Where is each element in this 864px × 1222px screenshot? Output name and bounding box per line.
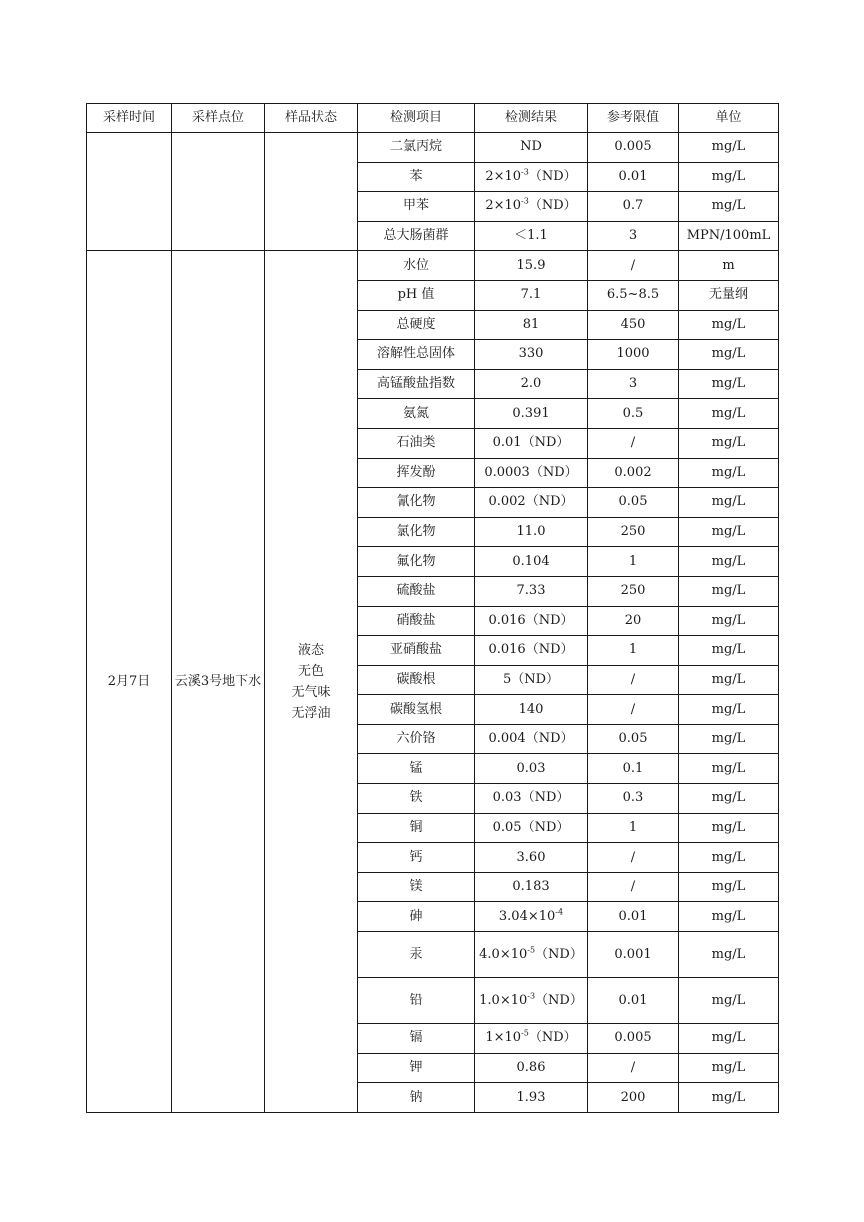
table-row [87,133,779,163]
unit-cell: mg/L [679,695,779,725]
reference-limit-cell: 450 [588,310,679,340]
sampling-point-cell-empty [172,133,265,251]
test-item-cell: 二氯丙烷 [358,133,475,163]
header-test-item: 检测项目 [358,104,475,133]
test-item-cell: 硝酸盐 [358,606,475,636]
test-item-cell: 砷 [358,902,475,932]
test-item-cell: 六价铬 [358,724,475,754]
reference-limit-cell: / [588,251,679,281]
test-item-cell: 挥发酚 [358,458,475,488]
reference-limit-cell: / [588,872,679,902]
unit-cell: mg/L [679,606,779,636]
test-item-cell: 亚硝酸盐 [358,636,475,666]
sampling-time-cell: 2月7日 [87,251,172,1112]
unit-cell: mg/L [679,665,779,695]
test-item-cell: 铅 [358,978,475,1024]
unit-cell: mg/L [679,872,779,902]
result-cell: 3.60 [475,843,588,873]
unit-cell: mg/L [679,932,779,978]
test-item-cell: 总大肠菌群 [358,221,475,251]
result-cell: 0.183 [475,872,588,902]
test-item-cell: 钾 [358,1053,475,1083]
test-item-cell: 甲苯 [358,192,475,222]
test-item-cell: 苯 [358,162,475,192]
result-cell: 0.004（ND） [475,724,588,754]
result-cell: 0.0003（ND） [475,458,588,488]
result-mantissa: 2×10 [485,168,522,184]
result-cell: 2.0 [475,369,588,399]
result-mantissa: 3.04×10 [498,908,556,924]
result-exponent: -4 [555,907,564,917]
reference-limit-cell: 0.7 [588,192,679,222]
result-cell [475,978,588,1024]
result-cell [475,1024,588,1054]
unit-cell: mg/L [679,162,779,192]
result-cell: 7.33 [475,576,588,606]
reference-limit-cell: / [588,843,679,873]
result-cell: 0.03 [475,754,588,784]
header-sampling-time: 采样时间 [87,104,172,133]
header-sampling-point: 采样点位 [172,104,265,133]
result-nd-flag: （ND） [535,946,583,962]
result-cell [475,162,588,192]
test-item-cell: 氟化物 [358,547,475,577]
test-item-cell: 硫酸盐 [358,576,475,606]
sample-state-cell-empty [265,133,358,251]
unit-cell: 无量纲 [679,280,779,310]
test-item-cell: 镉 [358,1024,475,1054]
result-exponent: -5 [521,1029,529,1038]
unit-cell: mg/L [679,369,779,399]
result-exponent: -5 [527,945,536,955]
unit-cell: mg/L [679,547,779,577]
unit-cell: mg/L [679,428,779,458]
test-item-cell: 铜 [358,813,475,843]
result-cell: 0.03（ND） [475,784,588,814]
result-exponent: -3 [521,167,529,177]
result-cell: 11.0 [475,517,588,547]
sampling-time-cell-empty [87,133,172,251]
result-cell: 0.391 [475,399,588,429]
unit-cell: mg/L [679,813,779,843]
result-nd-flag: （ND） [528,198,577,214]
test-item-cell: 碳酸氢根 [358,695,475,725]
result-cell [475,902,588,932]
unit-cell: mg/L [679,133,779,163]
result-cell: 0.86 [475,1053,588,1083]
header-reference-limit: 参考限值 [588,104,679,133]
reference-limit-cell: 1 [588,547,679,577]
test-item-cell: pH 值 [358,280,475,310]
sample-state-line: 液态 [297,642,324,658]
result-exponent: -3 [521,197,529,207]
test-item-cell: 溶解性总固体 [358,340,475,370]
result-nd-flag: （ND） [528,168,577,184]
result-cell: 81 [475,310,588,340]
reference-limit-cell: 250 [588,576,679,606]
unit-cell: mg/L [679,902,779,932]
test-item-cell: 氰化物 [358,488,475,518]
reference-limit-cell: 0.01 [588,162,679,192]
unit-cell: mg/L [679,978,779,1024]
reference-limit-cell: / [588,428,679,458]
unit-cell: mg/L [679,1083,779,1113]
sample-state-line: 无色 [297,663,324,679]
result-cell: 140 [475,695,588,725]
sample-state-line: 无气味 [291,684,331,700]
test-item-cell: 碳酸根 [358,665,475,695]
unit-cell: mg/L [679,192,779,222]
unit-cell: mg/L [679,1053,779,1083]
reference-limit-cell: / [588,1053,679,1083]
reference-limit-cell: 0.005 [588,133,679,163]
result-nd-flag: （ND） [535,992,583,1008]
result-cell: ND [475,133,588,163]
reference-limit-cell: 3 [588,221,679,251]
result-mantissa: 4.0×10 [479,946,528,962]
unit-cell: mg/L [679,458,779,488]
unit-cell: MPN/100mL [679,221,779,251]
result-nd-flag: （ND） [528,1030,577,1046]
reference-limit-cell: 0.05 [588,724,679,754]
result-exponent: -3 [527,991,536,1001]
sample-state-cell [265,251,358,1112]
reference-limit-cell: 0.01 [588,978,679,1024]
reference-limit-cell: 3 [588,369,679,399]
reference-limit-cell: 200 [588,1083,679,1113]
sample-state-line: 无浮油 [291,705,331,721]
result-cell: 0.104 [475,547,588,577]
result-cell: 5（ND） [475,665,588,695]
result-mantissa: 2×10 [485,198,522,214]
result-cell: 330 [475,340,588,370]
result-cell: 0.002（ND） [475,488,588,518]
table-row [87,251,779,281]
sampling-point-cell: 云溪3号地下水 [172,251,265,1112]
unit-cell: mg/L [679,310,779,340]
result-cell: 0.01（ND） [475,428,588,458]
result-cell [475,192,588,222]
reference-limit-cell: 0.05 [588,488,679,518]
unit-cell: mg/L [679,784,779,814]
header-row [87,104,779,133]
header-test-result: 检测结果 [475,104,588,133]
unit-cell: mg/L [679,724,779,754]
reference-limit-cell: 1 [588,813,679,843]
header-unit: 单位 [679,104,779,133]
result-cell: ＜1.1 [475,221,588,251]
unit-cell: mg/L [679,1024,779,1054]
unit-cell: mg/L [679,399,779,429]
test-item-cell: 钠 [358,1083,475,1113]
unit-cell: m [679,251,779,281]
reference-limit-cell: 250 [588,517,679,547]
test-item-cell: 高锰酸盐指数 [358,369,475,399]
reference-limit-cell: / [588,695,679,725]
reference-limit-cell: 0.01 [588,902,679,932]
result-cell: 0.05（ND） [475,813,588,843]
unit-cell: mg/L [679,488,779,518]
unit-cell: mg/L [679,754,779,784]
reference-limit-cell: 1000 [588,340,679,370]
reference-limit-cell: 0.5 [588,399,679,429]
reference-limit-cell: 6.5~8.5 [588,280,679,310]
result-mantissa: 1×10 [485,1030,522,1046]
reference-limit-cell: 20 [588,606,679,636]
test-item-cell: 钙 [358,843,475,873]
test-item-cell: 总硬度 [358,310,475,340]
reference-limit-cell: 0.1 [588,754,679,784]
result-cell [475,932,588,978]
test-item-cell: 水位 [358,251,475,281]
result-cell: 7.1 [475,280,588,310]
result-cell: 0.016（ND） [475,606,588,636]
test-item-cell: 汞 [358,932,475,978]
test-item-cell: 石油类 [358,428,475,458]
result-mantissa: 1.0×10 [479,992,528,1008]
detection-results-table [86,103,779,1113]
reference-limit-cell: 0.002 [588,458,679,488]
reference-limit-cell: 0.001 [588,932,679,978]
reference-limit-cell: / [588,665,679,695]
result-cell: 0.016（ND） [475,636,588,666]
header-sample-state: 样品状态 [265,104,358,133]
unit-cell: mg/L [679,843,779,873]
result-cell: 1.93 [475,1083,588,1113]
test-item-cell: 氯化物 [358,517,475,547]
unit-cell: mg/L [679,636,779,666]
unit-cell: mg/L [679,340,779,370]
reference-limit-cell: 0.005 [588,1024,679,1054]
test-item-cell: 镁 [358,872,475,902]
result-cell: 15.9 [475,251,588,281]
unit-cell: mg/L [679,517,779,547]
unit-cell: mg/L [679,576,779,606]
test-item-cell: 氨氮 [358,399,475,429]
reference-limit-cell: 0.3 [588,784,679,814]
test-item-cell: 锰 [358,754,475,784]
reference-limit-cell: 1 [588,636,679,666]
test-item-cell: 铁 [358,784,475,814]
